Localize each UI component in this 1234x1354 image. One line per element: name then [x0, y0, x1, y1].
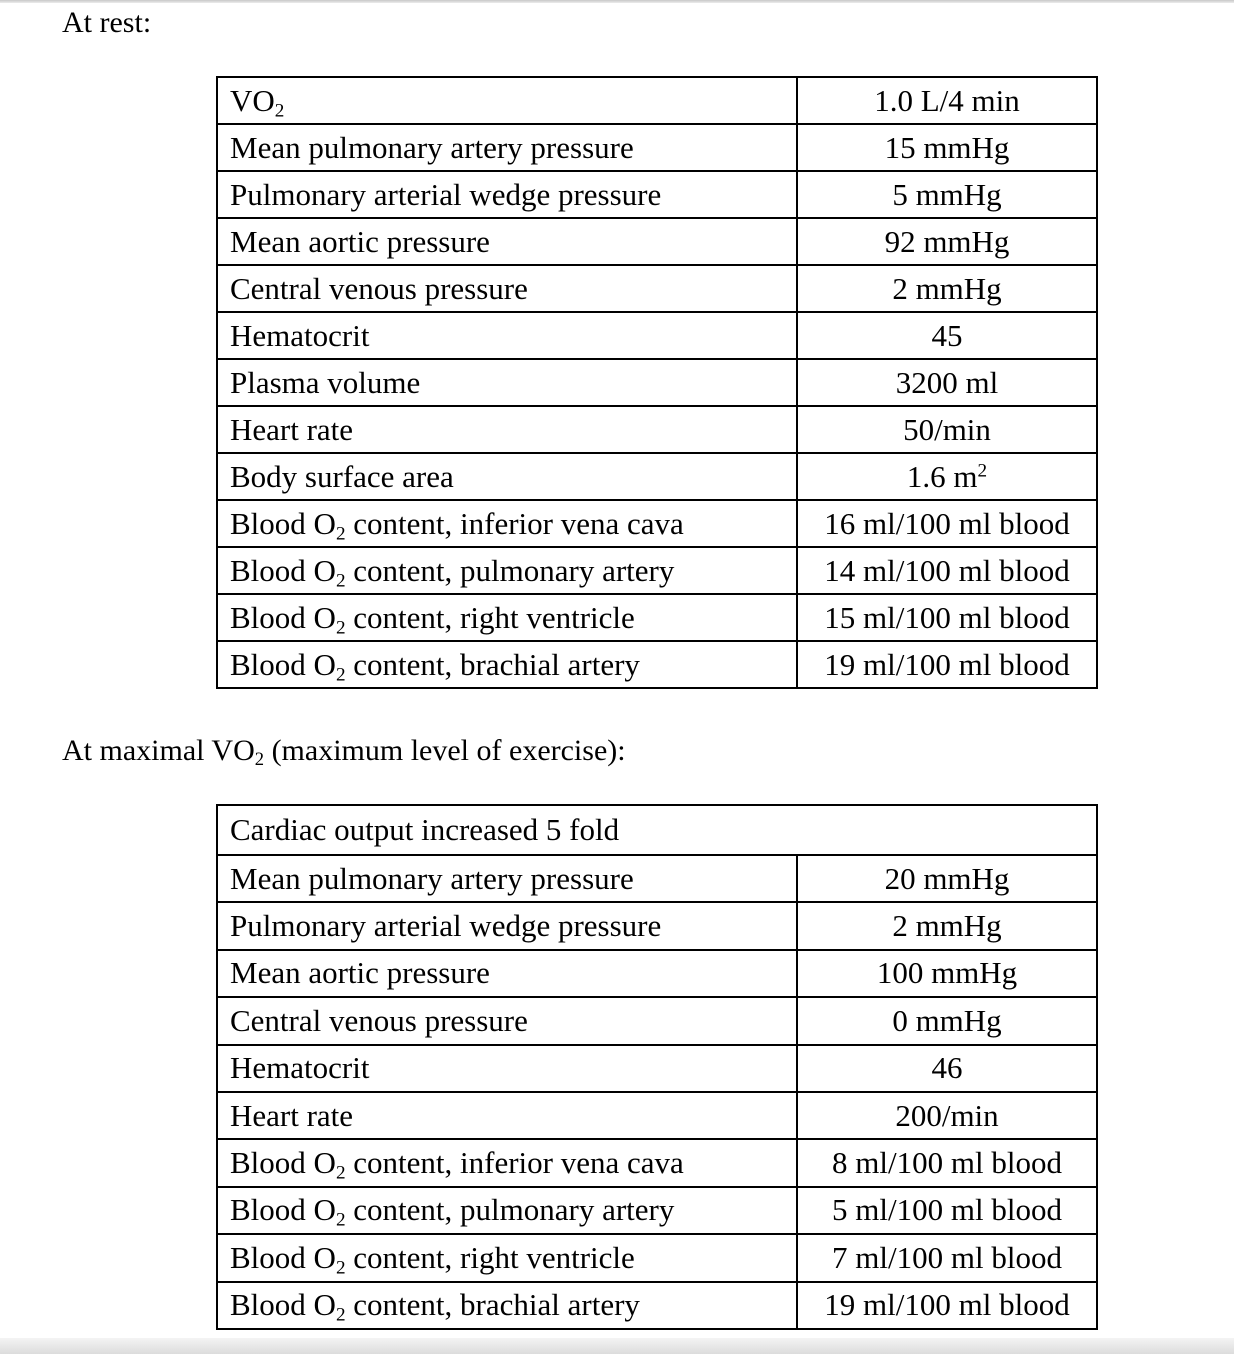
- table-row: [217, 359, 1097, 406]
- row-value: 14 ml/100 ml blood: [797, 547, 1097, 594]
- table-row: [217, 950, 1097, 997]
- bottom-edge: [0, 1338, 1234, 1354]
- table-row: [217, 1045, 1097, 1092]
- row-label: Body surface area: [217, 453, 797, 500]
- table-row: [217, 997, 1097, 1044]
- row-label: Blood $O_2$ content, pulmonary artery: [217, 547, 797, 594]
- row-label: Heart rate: [217, 406, 797, 453]
- rest-heading: At rest:: [62, 6, 152, 39]
- table-row: [217, 1282, 1097, 1329]
- row-value: 3200 ml: [797, 359, 1097, 406]
- cardiac-output-note: Cardiac output increased 5 fold: [217, 805, 1097, 855]
- table-row: [217, 1092, 1097, 1139]
- row-label: Hematocrit: [217, 312, 797, 359]
- row-value: 2 mmHg: [797, 265, 1097, 312]
- row-label: Blood $O_2$ content, inferior vena cava: [217, 500, 797, 547]
- table-row: [217, 265, 1097, 312]
- row-value: 16 ml/100 ml blood: [797, 500, 1097, 547]
- row-label: Mean pulmonary artery pressure: [217, 855, 797, 902]
- table-row: [217, 406, 1097, 453]
- table-row: [217, 594, 1097, 641]
- table-row: [217, 1187, 1097, 1234]
- row-label: Central venous pressure: [217, 997, 797, 1044]
- row-label: Blood $O_2$ content, brachial artery: [217, 1282, 797, 1329]
- table-row: [217, 1139, 1097, 1186]
- row-value: 1.6 $m^2$: [797, 453, 1097, 500]
- row-value: 20 mmHg: [797, 855, 1097, 902]
- row-label: Plasma volume: [217, 359, 797, 406]
- row-value: 8 ml/100 ml blood: [797, 1139, 1097, 1186]
- row-value: 5 mmHg: [797, 171, 1097, 218]
- table-row: [217, 902, 1097, 949]
- row-label: Blood $O_2$ content, right ventricle: [217, 594, 797, 641]
- table-row: [217, 500, 1097, 547]
- max-heading: At maximal $VO_2$ (maximum level of exercise):: [62, 734, 626, 771]
- row-value: 50/min: [797, 406, 1097, 453]
- row-value: 100 mmHg: [797, 950, 1097, 997]
- row-value: 92 mmHg: [797, 218, 1097, 265]
- row-value: 15 mmHg: [797, 124, 1097, 171]
- row-label: Pulmonary arterial wedge pressure: [217, 902, 797, 949]
- row-label: Hematocrit: [217, 1045, 797, 1092]
- table-row: [217, 312, 1097, 359]
- row-label: Blood $O_2$ content, brachial artery: [217, 641, 797, 688]
- row-value: 7 ml/100 ml blood: [797, 1234, 1097, 1281]
- row-value: 19 ml/100 ml blood: [797, 1282, 1097, 1329]
- table-row: [217, 547, 1097, 594]
- table-row: [217, 171, 1097, 218]
- row-value: 200/min: [797, 1092, 1097, 1139]
- row-label: Blood $O_2$ content, inferior vena cava: [217, 1139, 797, 1186]
- row-value: 15 ml/100 ml blood: [797, 594, 1097, 641]
- table-row: [217, 855, 1097, 902]
- row-label: $VO_2$: [217, 77, 797, 124]
- rest-table: [216, 76, 1098, 689]
- row-label: Mean aortic pressure: [217, 218, 797, 265]
- max-table: [216, 804, 1098, 1330]
- row-value: 2 mmHg: [797, 902, 1097, 949]
- row-label: Heart rate: [217, 1092, 797, 1139]
- row-label: Central venous pressure: [217, 265, 797, 312]
- table-row: [217, 1234, 1097, 1281]
- table-row: [217, 453, 1097, 500]
- table-row: [217, 77, 1097, 124]
- row-label: Mean pulmonary artery pressure: [217, 124, 797, 171]
- row-label: Blood $O_2$ content, right ventricle: [217, 1234, 797, 1281]
- table-row: [217, 805, 1097, 855]
- top-divider: [0, 0, 1234, 3]
- row-value: 5 ml/100 ml blood: [797, 1187, 1097, 1234]
- row-label: Blood $O_2$ content, pulmonary artery: [217, 1187, 797, 1234]
- row-label: Pulmonary arterial wedge pressure: [217, 171, 797, 218]
- table-row: [217, 641, 1097, 688]
- row-value: 46: [797, 1045, 1097, 1092]
- row-label: Mean aortic pressure: [217, 950, 797, 997]
- row-value: 19 ml/100 ml blood: [797, 641, 1097, 688]
- row-value: 1.0 L/4 min: [797, 77, 1097, 124]
- table-row: [217, 218, 1097, 265]
- row-value: 0 mmHg: [797, 997, 1097, 1044]
- row-value: 45: [797, 312, 1097, 359]
- table-row: [217, 124, 1097, 171]
